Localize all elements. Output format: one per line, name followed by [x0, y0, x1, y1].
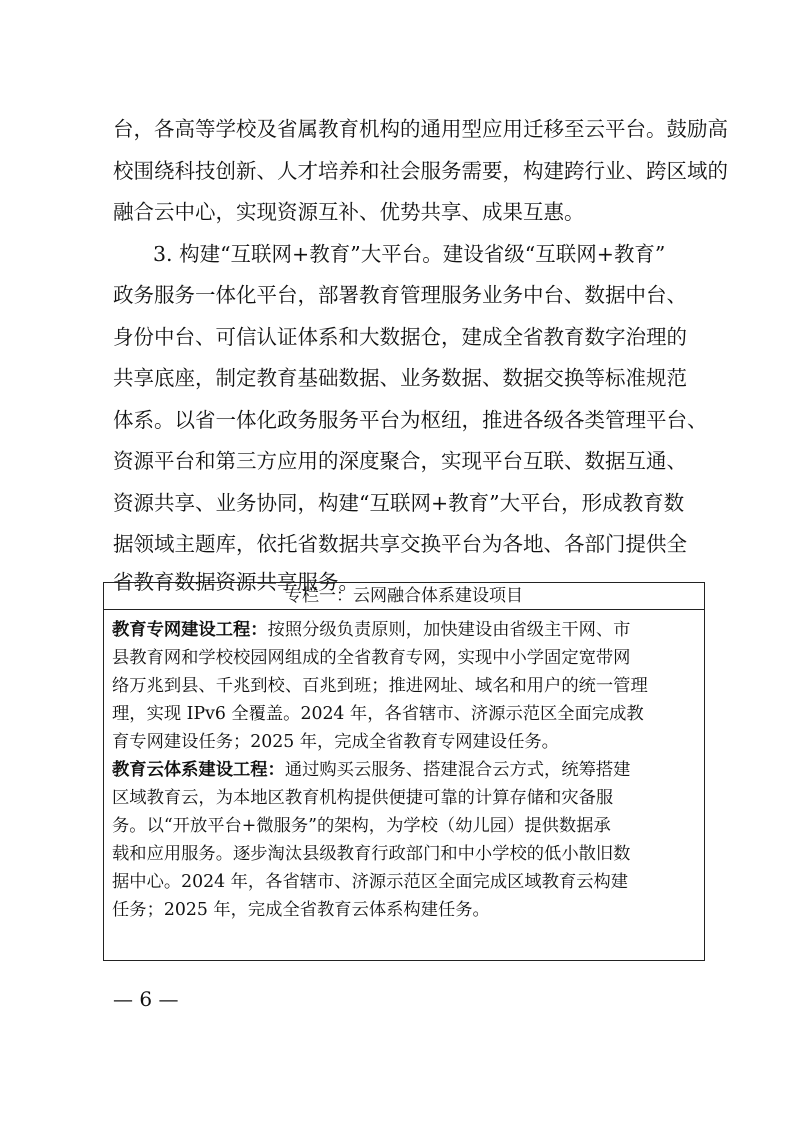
box-line-text: 按照分级负责原则，加快建设由省级主干网、市: [267, 620, 631, 640]
column-box: [103, 582, 705, 961]
body-line: 据领域主题库，依托省数据共享交换平台为各地、各部门提供全: [113, 532, 687, 556]
page-number: — 6 —: [113, 987, 179, 1011]
box-line: [112, 759, 630, 781]
box-line: 理，实现 IPv6 全覆盖。2024 年，各省辖市、济源示范区全面完成教: [112, 704, 644, 724]
body-line: 融合云中心，实现资源互补、优势共享、成果互惠。: [113, 200, 585, 224]
project-heading-network: 教育专网建设工程：: [112, 620, 268, 640]
box-line: 据中心。2024 年，各省辖市、济源示范区全面完成区域教育云构建: [112, 872, 629, 892]
body-line: 资源平台和第三方应用的深度聚合，实现平台互联、数据互通、: [113, 449, 687, 473]
box-line: 育专网建设任务；2025 年，完成全省教育专网建设任务。: [112, 732, 559, 752]
box-line: 任务；2025 年，完成全省教育云体系构建任务。: [112, 900, 490, 920]
body-line: 台，各高等学校及省属教育机构的通用型应用迁移至云平台。鼓励高: [113, 117, 728, 141]
project-heading-cloud: 教育云体系建设工程：: [112, 760, 285, 780]
body-line: 政务服务一体化平台，部署教育管理服务业务中台、数据中台、: [113, 283, 687, 307]
body-line: 体系。以省一体化政务服务平台为枢纽，推进各级各类管理平台、: [113, 408, 708, 432]
body-line: 校围绕科技创新、人才培养和社会服务需要，构建跨行业、跨区域的: [113, 159, 728, 183]
box-line-text: 通过购买云服务、搭建混合云方式，统筹搭建: [284, 760, 631, 780]
box-line: 务。以“开放平台+微服务”的架构，为学校（幼儿园）提供数据承: [112, 816, 611, 836]
section-heading-line: 3. 构建“互联网+教育”大平台。建设省级“互联网+教育”: [153, 242, 666, 266]
column-box-title: 专栏一：云网融合体系建设项目: [104, 583, 704, 610]
box-line: 县教育网和学校校园网组成的全省教育专网，实现中小学固定宽带网: [112, 648, 631, 668]
body-line: 身份中台、可信认证体系和大数据仓，建成全省教育数字治理的: [113, 325, 687, 349]
box-line: 络万兆到县、千兆到校、百兆到班；推进网址、域名和用户的统一管理: [112, 676, 648, 696]
box-line: 区域教育云，为本地区教育机构提供便捷可靠的计算存储和灾备服: [112, 788, 614, 808]
box-line: [112, 619, 630, 641]
box-line: 载和应用服务。逐步淘汰县级教育行政部门和中小学校的低小散旧数: [112, 844, 631, 864]
body-line: 省教育数据资源共享服务。: [113, 570, 359, 594]
body-line: 共享底座，制定教育基础数据、业务数据、数据交换等标准规范: [113, 366, 687, 390]
body-line: 资源共享、业务协同，构建“互联网+教育”大平台，形成教育数: [113, 491, 685, 515]
